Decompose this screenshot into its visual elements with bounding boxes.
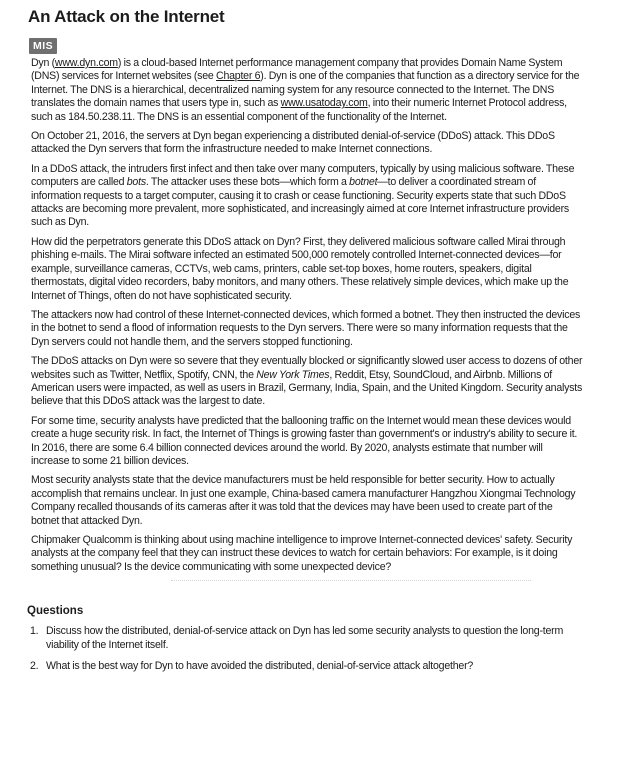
usatoday-link[interactable]: www.usatoday.com: [280, 97, 368, 110]
text-run: The DDoS attacks on Dyn were so severe that they eventually blocked or significantly slowed user access to dozens of other websites such as Twitter, Netflix, Spotify, CNN, the: [31, 355, 583, 381]
paragraph-iot-growth: For some time, security analysts have predicted that the ballooning traffic on the Internet would mean these devices would create a huge security risk. In fact, the Internet of Things is growing faster than government's or industry's ability to secure it. In 2016, there are some 6.4 billion connected devices around the world. By 2020, analysts estimate that number will increase to some 21 billion devices.: [31, 414, 578, 467]
article-title: An Attack on the Internet: [28, 7, 225, 26]
paragraph-qualcomm: Chipmaker Qualcomm is thinking about using machine intelligence to improve Internet-connected devices' safety. Security analysts at the company feel that they can instruct these devices to watch for certain behaviors: For example, is it doing something unusual? Is the device communicating with some unexpected device?: [31, 534, 573, 573]
text-run: ). Dyn is one of the companies that function as a directory service for the Internet. The DNS is a hierarchical, decentralized naming system for any resource connected to the Internet. The DNS translates the domain names that users type in, such as: [31, 70, 580, 110]
question-number: 2.: [30, 660, 39, 673]
list-item: [31, 660, 591, 673]
text-run: . The attacker uses these bots—which form a: [145, 176, 350, 189]
text-run: ) is a cloud-based Internet performance management company that provides Domain Name System (DNS) services for Internet websites (see: [31, 57, 563, 83]
paragraph-ddos-explained: [31, 163, 583, 230]
article-body: [31, 57, 583, 574]
question-text: What is the best way for Dyn to have avoided the distributed, denial-of-service attack altogether?: [46, 660, 474, 673]
paragraph-impact: [31, 355, 583, 409]
question-number: 1.: [30, 625, 39, 638]
emphasis-bots: bots: [126, 176, 146, 189]
chapter-6-link[interactable]: Chapter 6: [216, 70, 261, 83]
mis-badge: MIS: [29, 38, 57, 54]
text-run: , Reddit, Etsy, SoundCloud, and Airbnb. Millions of American users were impacted, as well as users in Brazil, Germany, India, Spain, and the United Kingdom. Security analysts believe that this DDoS attack was the largest to date.: [31, 368, 583, 408]
text-run: In a DDoS attack, the intruders first infect and then take over many computers, typically by using malicious software. These computers are called: [31, 162, 575, 189]
list-item: [31, 625, 591, 652]
questions-heading: Questions: [27, 605, 84, 618]
paragraph-manufacturers: Most security analysts state that the device manufacturers must be held responsible for better security. How to actually accomplish that remains unclear. In just one example, China-based camera manufacturer Hangzhou Xiongmai Technology Company recalled thousands of its cameras after it was told that the devices may have been used to create part of the botnet that attacked Dyn.: [31, 474, 576, 527]
emphasis-botnet: botnet: [349, 176, 378, 189]
dyn-link[interactable]: www.dyn.com: [54, 57, 118, 69]
paragraph-attack-date: On October 21, 2016, the servers at Dyn began experiencing a distributed denial-of-service (DDoS) attack. This DDoS attacked the Dyn servers that form the infrastructure needed to make Internet connections.: [31, 130, 555, 156]
faded-divider: [171, 580, 531, 587]
text-run: , into their numeric Internet Protocol address, such as 184.50.238.11. The DNS is an essential component of the functionality of the Internet.: [31, 97, 567, 123]
paragraph-mirai: How did the perpetrators generate this DDoS attack on Dyn? First, they delivered malicious software called Mirai through phishing e-mails. The Mirai software infected an estimated 500,000 remotely controlled Internet-connected devices—for example, surveillance cameras, CCTVs, web cams, printers, cable set-top boxes, home routers, speakers, digital thermostats, digital video recorders, baby monitors, and many others. These relatively simple devices, which make up the Internet of Things, often do not have sophisticated security.: [31, 235, 569, 302]
emphasis-nyt: New York Times: [256, 368, 330, 381]
text-run: —to deliver a coordinated stream of information requests to a target computer, causing it to crash or cease functioning. Security experts state that such DDoS attacks are becoming more prevalent, more sophisticated, and increasingly aimed at core Internet infrastructure providers such as Dyn.: [31, 176, 569, 229]
text-run: Dyn (: [31, 57, 55, 69]
paragraph-botnet-flood: The attackers now had control of these Internet-connected devices, which formed a botnet. They then instructed the devices in the botnet to send a flood of information requests to the Dyn servers. There were so many information requests that the Dyn servers could not handle them, and the servers stopped functioning.: [31, 308, 581, 348]
paragraph-intro: [31, 57, 583, 124]
question-text: Discuss how the distributed, denial-of-service attack on Dyn has led some security analysts to question the long-term viability of the Internet itself.: [46, 625, 564, 651]
questions-list: [31, 625, 607, 673]
